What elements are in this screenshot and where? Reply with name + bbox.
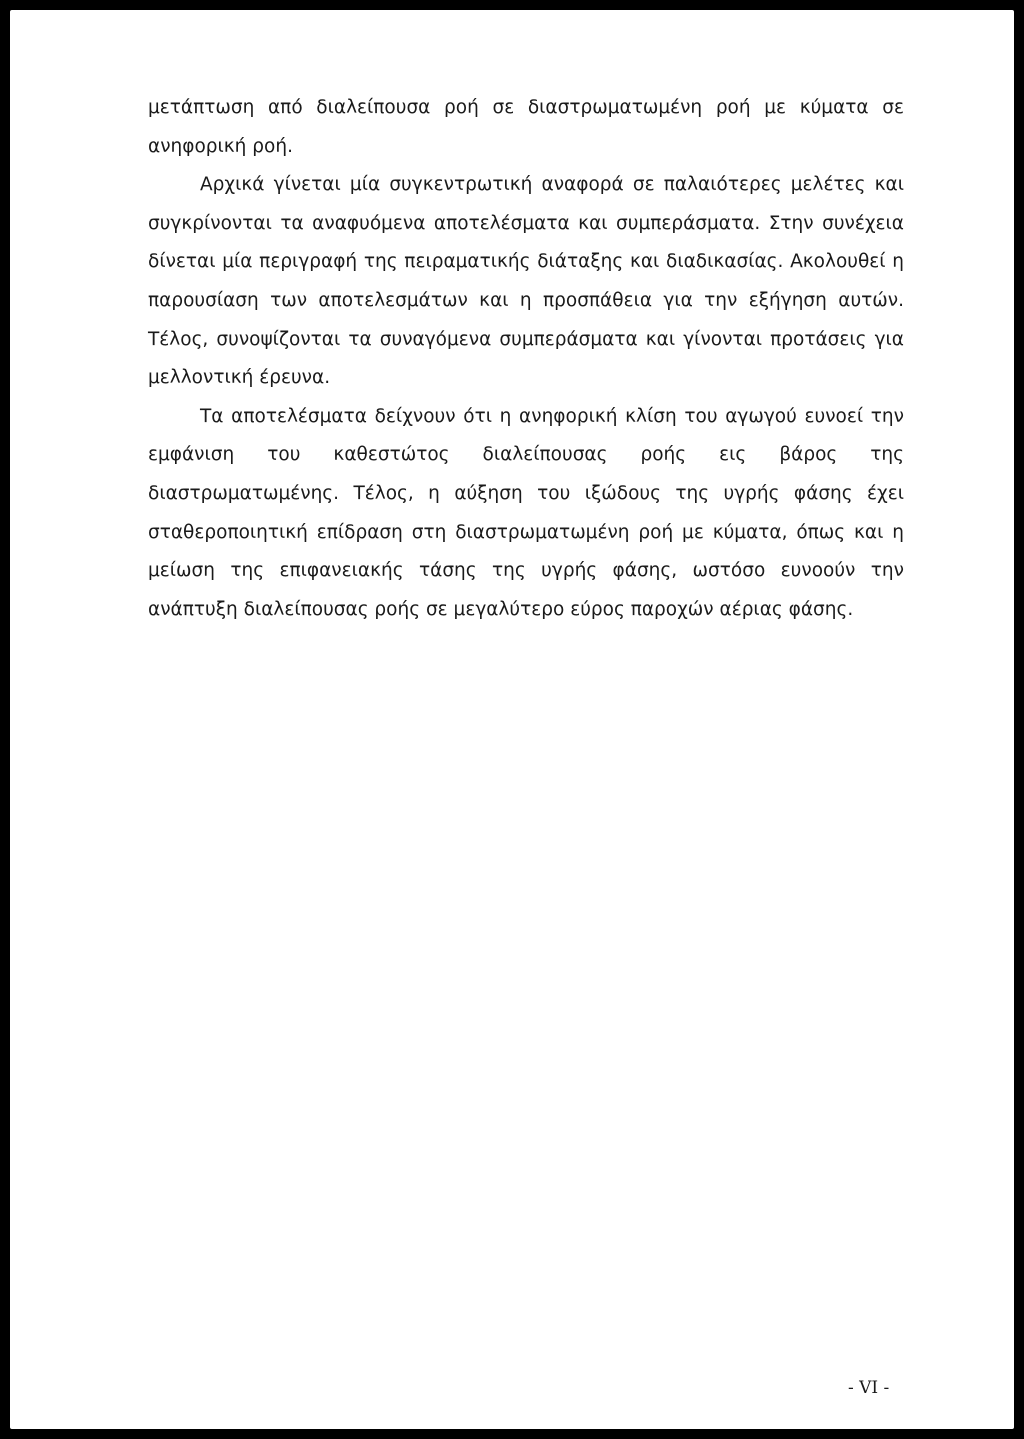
paragraph-overview: Αρχικά γίνεται μία συγκεντρωτική αναφορά σε παλαιότερες μελέτες και συγκρίνονται τα αναφυόμενα αποτελέσματα και συμπεράσματα. Στην συνέχεια δίνεται μία περιγραφή της πειραματικής διάταξης και διαδικασίας. Ακολουθεί η παρουσίαση των αποτελεσμάτων και η προσπάθεια για την εξήγηση αυτών. Τέλος, συνοψίζονται τα συναγόμενα συμπεράσματα και γίνονται προτάσεις για μελλοντική έρευνα. [148,174,904,389]
body-text [148,89,904,629]
paragraph-results: Τα αποτελέσματα δείχνουν ότι η ανηφορική κλίση του αγωγού ευνοεί την εμφάνιση του καθεστώτος διαλείπουσας ροής εις βάρος της διαστρωματωμένης. Τέλος, η αύξηση του ιξώδους της υγρής φάσης έχει σταθεροποιητική επίδραση στη διαστρωματωμένη ροή με κύματα, όπως και η μείωση της επιφανειακής τάσης της υγρής φάσης, ωστόσο ευνοούν την ανάπτυξη διαλείπουσας ροής σε μεγαλύτερο εύρος παροχών αέριας φάσης. [148,405,904,620]
document-page [10,10,1014,1429]
page-number: - VI - [848,1378,890,1398]
paragraph-continuation: μετάπτωση από διαλείπουσα ροή σε διαστρωματωμένη ροή με κύματα σε ανηφορική ροή. [148,97,904,157]
